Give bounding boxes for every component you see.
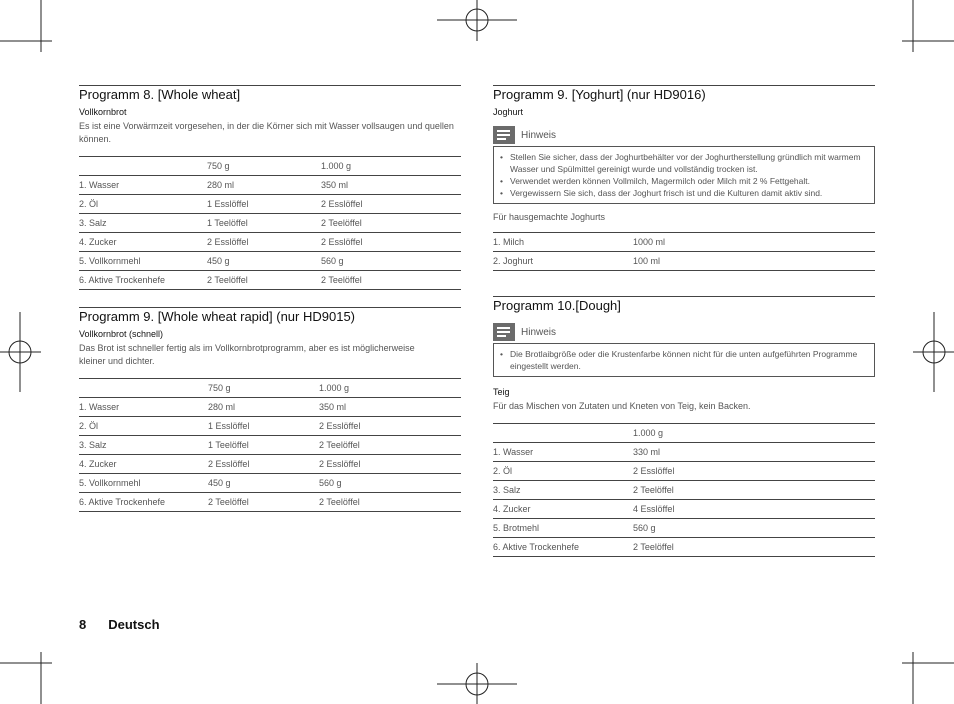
table-cell: 2 Teelöffel [207,271,321,290]
table-cell: 5. Vollkornmehl [79,474,208,493]
table-cell: 280 ml [208,398,319,417]
table-row [493,233,875,252]
page-footer [79,617,160,632]
page-number: 8 [79,617,87,632]
table-cell: 2 Teelöffel [321,214,461,233]
program8-title: Programm 8. [Whole wheat] [79,85,461,103]
table-row [493,500,875,519]
table-cell: 2 Esslöffel [207,233,321,252]
table-cell: 6. Aktive Trockenhefe [79,493,208,512]
table-cell [493,424,633,443]
program10-description: Für das Mischen von Zutaten und Kneten von Teig, kein Backen. [493,401,751,411]
table-row [79,455,461,474]
table-row [79,417,461,436]
program9-rapid-section [79,307,461,512]
table-cell: 2 Esslöffel [319,455,461,474]
hint-item: • Stellen Sie sicher, dass der Joghurtbehälter vor der Joghurtherstellung gründlich mit warmem Wasser und Spülmittel gereinigt wurde und vollständig trocken ist. [500,151,868,175]
table-cell: 1. Wasser [79,176,207,195]
hint-box [493,146,875,204]
table-row [493,252,875,271]
table-row [493,424,875,443]
table-cell: 1.000 g [319,379,461,398]
table-cell: 2. Öl [79,195,207,214]
table-cell: 3. Salz [493,481,633,500]
table-cell: 1.000 g [321,157,461,176]
table-cell: 5. Brotmehl [493,519,633,538]
program9-yoghurt-section [493,85,875,271]
table-cell: 560 g [633,519,875,538]
table-row [493,538,875,557]
table-row [79,474,461,493]
table-cell: 1 Teelöffel [208,436,319,455]
table-row [79,233,461,252]
table-cell: 4. Zucker [79,455,208,474]
table-row [493,443,875,462]
program10-title: Programm 10.[Dough] [493,296,875,314]
hint-label: Hinweis [521,326,557,338]
table-row [79,195,461,214]
table-cell: 750 g [207,157,321,176]
table-cell: 6. Aktive Trockenhefe [493,538,633,557]
hint-item: • Vergewissern Sie sich, dass der Joghurt frisch ist und die Kulturen damit aktiv sind. [500,187,868,199]
table-cell: 6. Aktive Trockenhefe [79,271,207,290]
table-cell [79,157,207,176]
program9-yoghurt-subtitle: Joghurt [493,107,524,117]
table-cell: 1 Esslöffel [208,417,319,436]
table-cell: 1. Milch [493,233,633,252]
program10-subtitle: Teig [493,387,510,397]
table-cell: 1.000 g [633,424,875,443]
table-row [79,436,461,455]
table-row [79,398,461,417]
table-cell: 2 Esslöffel [633,462,875,481]
hint-label: Hinweis [521,129,557,141]
table-row [493,519,875,538]
table-cell: 2 Teelöffel [208,493,319,512]
program9-rapid-title: Programm 9. [Whole wheat rapid] (nur HD9015) [79,307,461,325]
table-cell: 100 ml [633,252,875,271]
hint-item: • Die Brotlaibgröße oder die Krustenfarbe können nicht für die unten aufgeführten Programme eingestellt werden. [500,348,868,372]
table-cell: 350 ml [321,176,461,195]
table-cell [79,379,208,398]
note-icon [493,323,515,341]
table-cell: 3. Salz [79,214,207,233]
table-row [79,271,461,290]
table-cell: 1 Esslöffel [207,195,321,214]
table-cell: 2 Teelöffel [319,493,461,512]
table-cell: 1. Wasser [493,443,633,462]
table-cell: 450 g [208,474,319,493]
table-cell: 1 Teelöffel [207,214,321,233]
table-cell: 2. Öl [79,417,208,436]
table-cell: 2 Teelöffel [633,538,875,557]
table-cell: 2 Teelöffel [633,481,875,500]
table-cell: 2 Esslöffel [321,195,461,214]
hint-header [493,126,875,144]
program9-rapid-subtitle: Vollkornbrot (schnell) [79,329,164,339]
table-cell: 350 ml [319,398,461,417]
table-cell: 330 ml [633,443,875,462]
table-cell: 1000 ml [633,233,875,252]
table-cell: 2 Esslöffel [208,455,319,474]
table-row [79,157,461,176]
table-row [79,214,461,233]
table-cell: 1. Wasser [79,398,208,417]
program10-section [493,296,875,557]
program8-subtitle: Vollkornbrot [79,107,127,117]
table-cell: 2. Joghurt [493,252,633,271]
table-cell: 4. Zucker [79,233,207,252]
program8-section [79,85,461,290]
table-cell: 280 ml [207,176,321,195]
table-cell: 2 Esslöffel [319,417,461,436]
table-cell: 560 g [321,252,461,271]
table-cell: 450 g [207,252,321,271]
table-cell: 2 Teelöffel [321,271,461,290]
table-cell: 560 g [319,474,461,493]
table-cell: 750 g [208,379,319,398]
yoghurt-note: Für hausgemachte Joghurts [493,212,606,222]
program8-description: Es ist eine Vorwärmzeit vorgesehen, in der die Körner sich mit Wasser vollsaugen und quellen können. [79,121,454,144]
table-row [79,493,461,512]
note-icon [493,126,515,144]
table-cell: 4 Esslöffel [633,500,875,519]
table-cell: 2 Esslöffel [321,233,461,252]
table-row [493,481,875,500]
table-cell: 2 Teelöffel [319,436,461,455]
hint-header [493,323,875,341]
table-cell: 2. Öl [493,462,633,481]
table-cell: 4. Zucker [493,500,633,519]
program9-rapid-table [79,378,461,512]
footer-language: Deutsch [108,617,160,632]
table-cell: 5. Vollkornmehl [79,252,207,271]
program8-table [79,156,461,290]
table-cell: 3. Salz [79,436,208,455]
program9-yoghurt-table [493,232,875,271]
program10-table [493,423,875,557]
table-row [79,252,461,271]
table-row [79,379,461,398]
program9-rapid-description: Das Brot ist schneller fertig als im Vollkornbrotprogramm, aber es ist möglicherweise kleiner und dichter. [79,343,415,366]
table-row [493,462,875,481]
program9-yoghurt-title: Programm 9. [Yoghurt] (nur HD9016) [493,85,875,103]
hint-item: • Verwendet werden können Vollmilch, Magermilch oder Milch mit 2 % Fettgehalt. [500,175,868,187]
hint-box [493,343,875,377]
table-row [79,176,461,195]
